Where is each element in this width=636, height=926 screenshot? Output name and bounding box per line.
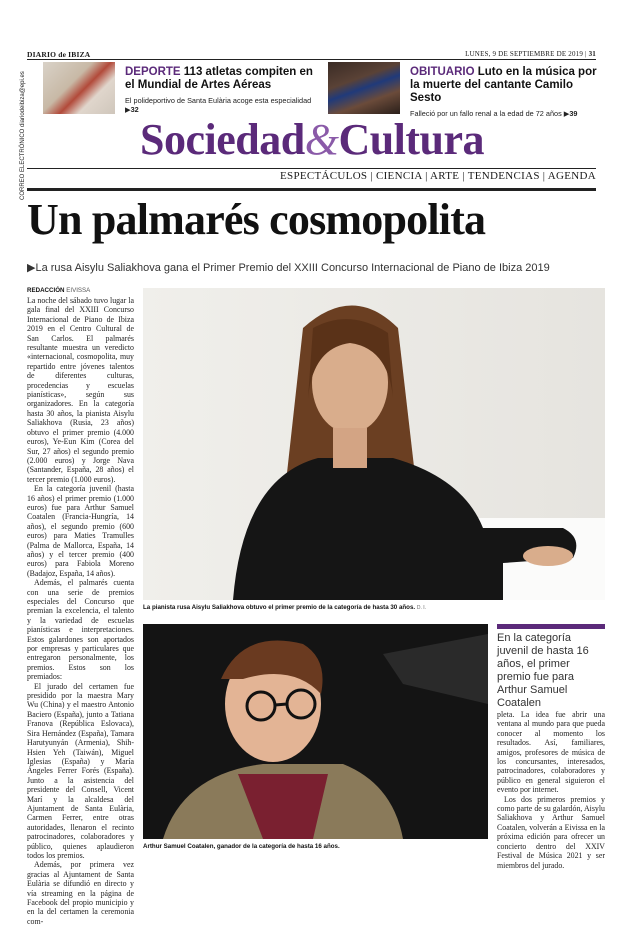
- teaser-kicker: DEPORTE: [125, 66, 181, 78]
- teaser-kicker: OBITUARIO: [410, 66, 475, 78]
- byline: REDACCIÓN EIVISSA: [27, 287, 91, 294]
- section-subnav[interactable]: ESPECTÁCULOS | CIENCIA | ARTE | TENDENCIAS | AGENDA: [280, 170, 596, 182]
- article-column-3: [497, 710, 605, 870]
- pull-quote: En la categoría juvenil de hasta 16 años, el primer premio fue para Arthur Samuel Coatalen: [497, 632, 589, 709]
- article-column-1: [27, 296, 134, 926]
- section-title: Sociedad&Cultura: [140, 115, 485, 164]
- paragraph: La noche del sábado tuvo lugar la gala final del XXIII Concurso Internacional de Piano de Ibiza 2019 en el Centro Cultural de San Carlos. El palmarés resultante muestra un veredicto «internacional, cosmopolita, muy repartido entre jóvenes talentos de diferentes culturas, procedencias y escuelas pianísticas», según sus organizadores. En la categoría hasta 30 años, la pianista Aisylu Saliakhova (Rusia, 23 años) obtuvo el primer premio (4.000 euros), Ye-Eun Kim (Corea del Sur, 27 años) el segundo premio (2.000 euros) y Jorge Nava (Santander, España, 28 años) el tercer premio (1.000 euros).: [27, 296, 134, 484]
- contact-email: CORREO ELECTRÓNICO diariodeibiza@epi.es: [20, 71, 26, 200]
- paragraph: pleta. La idea fue abrir una ventana al mundo para que pueda conocer al momento los resultados. Así, familiares, amigos, profesores de música de los concursantes, interesados, patrocinadores, colaboradores y público en general siguieron el evento por internet.: [497, 710, 605, 795]
- teaser-sport[interactable]: DEPORTE 113 atletas compiten en el Mundial de Artes Aéreas El polideportivo de Santa Eulària acoge esta especialidad ▶32: [125, 66, 313, 114]
- teaser-subtitle: Falleció por un fallo renal a la edad de 72 años: [410, 109, 562, 118]
- headline: Un palmarés cosmopolita: [27, 195, 486, 244]
- issue-date: LUNES, 9 DE SEPTIEMBRE DE 2019 | 31: [465, 50, 596, 58]
- page-number: 31: [588, 50, 596, 58]
- coatalen-caption: Arthur Samuel Coatalen, ganador de la categoría de hasta 16 años.: [143, 843, 340, 850]
- pianist-photo: [143, 288, 605, 600]
- teaser-obituary-photo[interactable]: [328, 62, 400, 114]
- teaser-title: 113 atletas compiten en el Mundial de Artes Aéreas: [125, 66, 313, 91]
- header-rule: [27, 59, 596, 60]
- paper-name: DIARIO de IBIZA: [27, 50, 91, 59]
- paragraph: Además, por primera vez gracias al Ajuntament de Santa Eulària se difundió en directo y vía streaming en la página de Facebook del propio municipio y en la del certamen la ceremonia com-: [27, 860, 134, 926]
- teaser-obituary[interactable]: OBITUARIO Luto en la música por la muerte del cantante Camilo Sesto Falleció por un fallo renal a la edad de 72 años ▶39: [410, 66, 597, 118]
- quote-rule: [497, 624, 605, 629]
- coatalen-photo: [143, 624, 488, 839]
- paragraph: El jurado del certamen fue presidido por la maestra Mary Wu (China) y el maestro Antonio Baciero (España), junto a Tatiana Franova (República Eslovaca), Sira Hernández (España), Tamara Harutyunyán (Armenia), Shih-Hsien Yeh (Taiwán), Miguel Iglesias (España) y María Ángeles Ferrer Forés (España). Junto a la asistencia del presidente del Consell, Vicent Marí y la alcaldesa del Ajuntament de Santa Eulària, Carmen Ferrer, entre otras autoridades, llenaron el recinto patrocinadores, colaboradores y público, quienes aplaudieron todos los premios.: [27, 681, 134, 860]
- pianist-illustration: [143, 288, 605, 600]
- pianist-caption: La pianista rusa Aisylu Saliakhova obtuvo el primer premio de la categoría de hasta 30 años. D. I.: [143, 604, 427, 611]
- photo-credit: D. I.: [416, 605, 427, 611]
- subnav-rule: [27, 188, 596, 191]
- coatalen-illustration: [143, 624, 488, 839]
- teaser-page: 39: [569, 109, 578, 118]
- paragraph: Además, el palmarés cuenta con una serie de premios especiales del Concurso que premian la excelencia, el talento y la variedad de escuelas pianísticas e interpretaciones. Estos galardones son aportados por empresas y particulares que entregaron personalmente, los premios. Estos son los premiados:: [27, 578, 134, 682]
- subheadline: ▶La rusa Aisylu Saliakhova gana el Primer Premio del XXIII Concurso Internacional de Piano de Ibiza 2019: [27, 262, 550, 274]
- paragraph: En la categoría juvenil (hasta 16 años) el primer premio (1.000 euros) fue para Arthur Samuel Coatalen (Francia-Hungría, 14 años), el segundo premio (600 euros) para Maties Tramulles (Palma de Mallorca, España, 14 años) y el tercer premio (400 euros) para Fabiola Moreno (Badajoz, España, 14 años).: [27, 484, 134, 578]
- teaser-sport-photo[interactable]: [43, 62, 115, 114]
- paragraph: Los dos primeros premios y como parte de su galardón, Aisylu Saliakhova y Arthur Samuel Coatalen, volverán a Eivissa en la próxima edición para ofrecer un concierto dentro del XXIV Festival de Música 2021 y ser miembros del jurado.: [497, 794, 605, 870]
- teaser-subtitle: El polideportivo de Santa Eulària acoge esta especialidad: [125, 96, 312, 105]
- teaser-page: 32: [130, 105, 139, 114]
- section-rule: [27, 168, 596, 169]
- teaser-title: Luto en la música por la muerte del cantante Camilo Sesto: [410, 66, 597, 104]
